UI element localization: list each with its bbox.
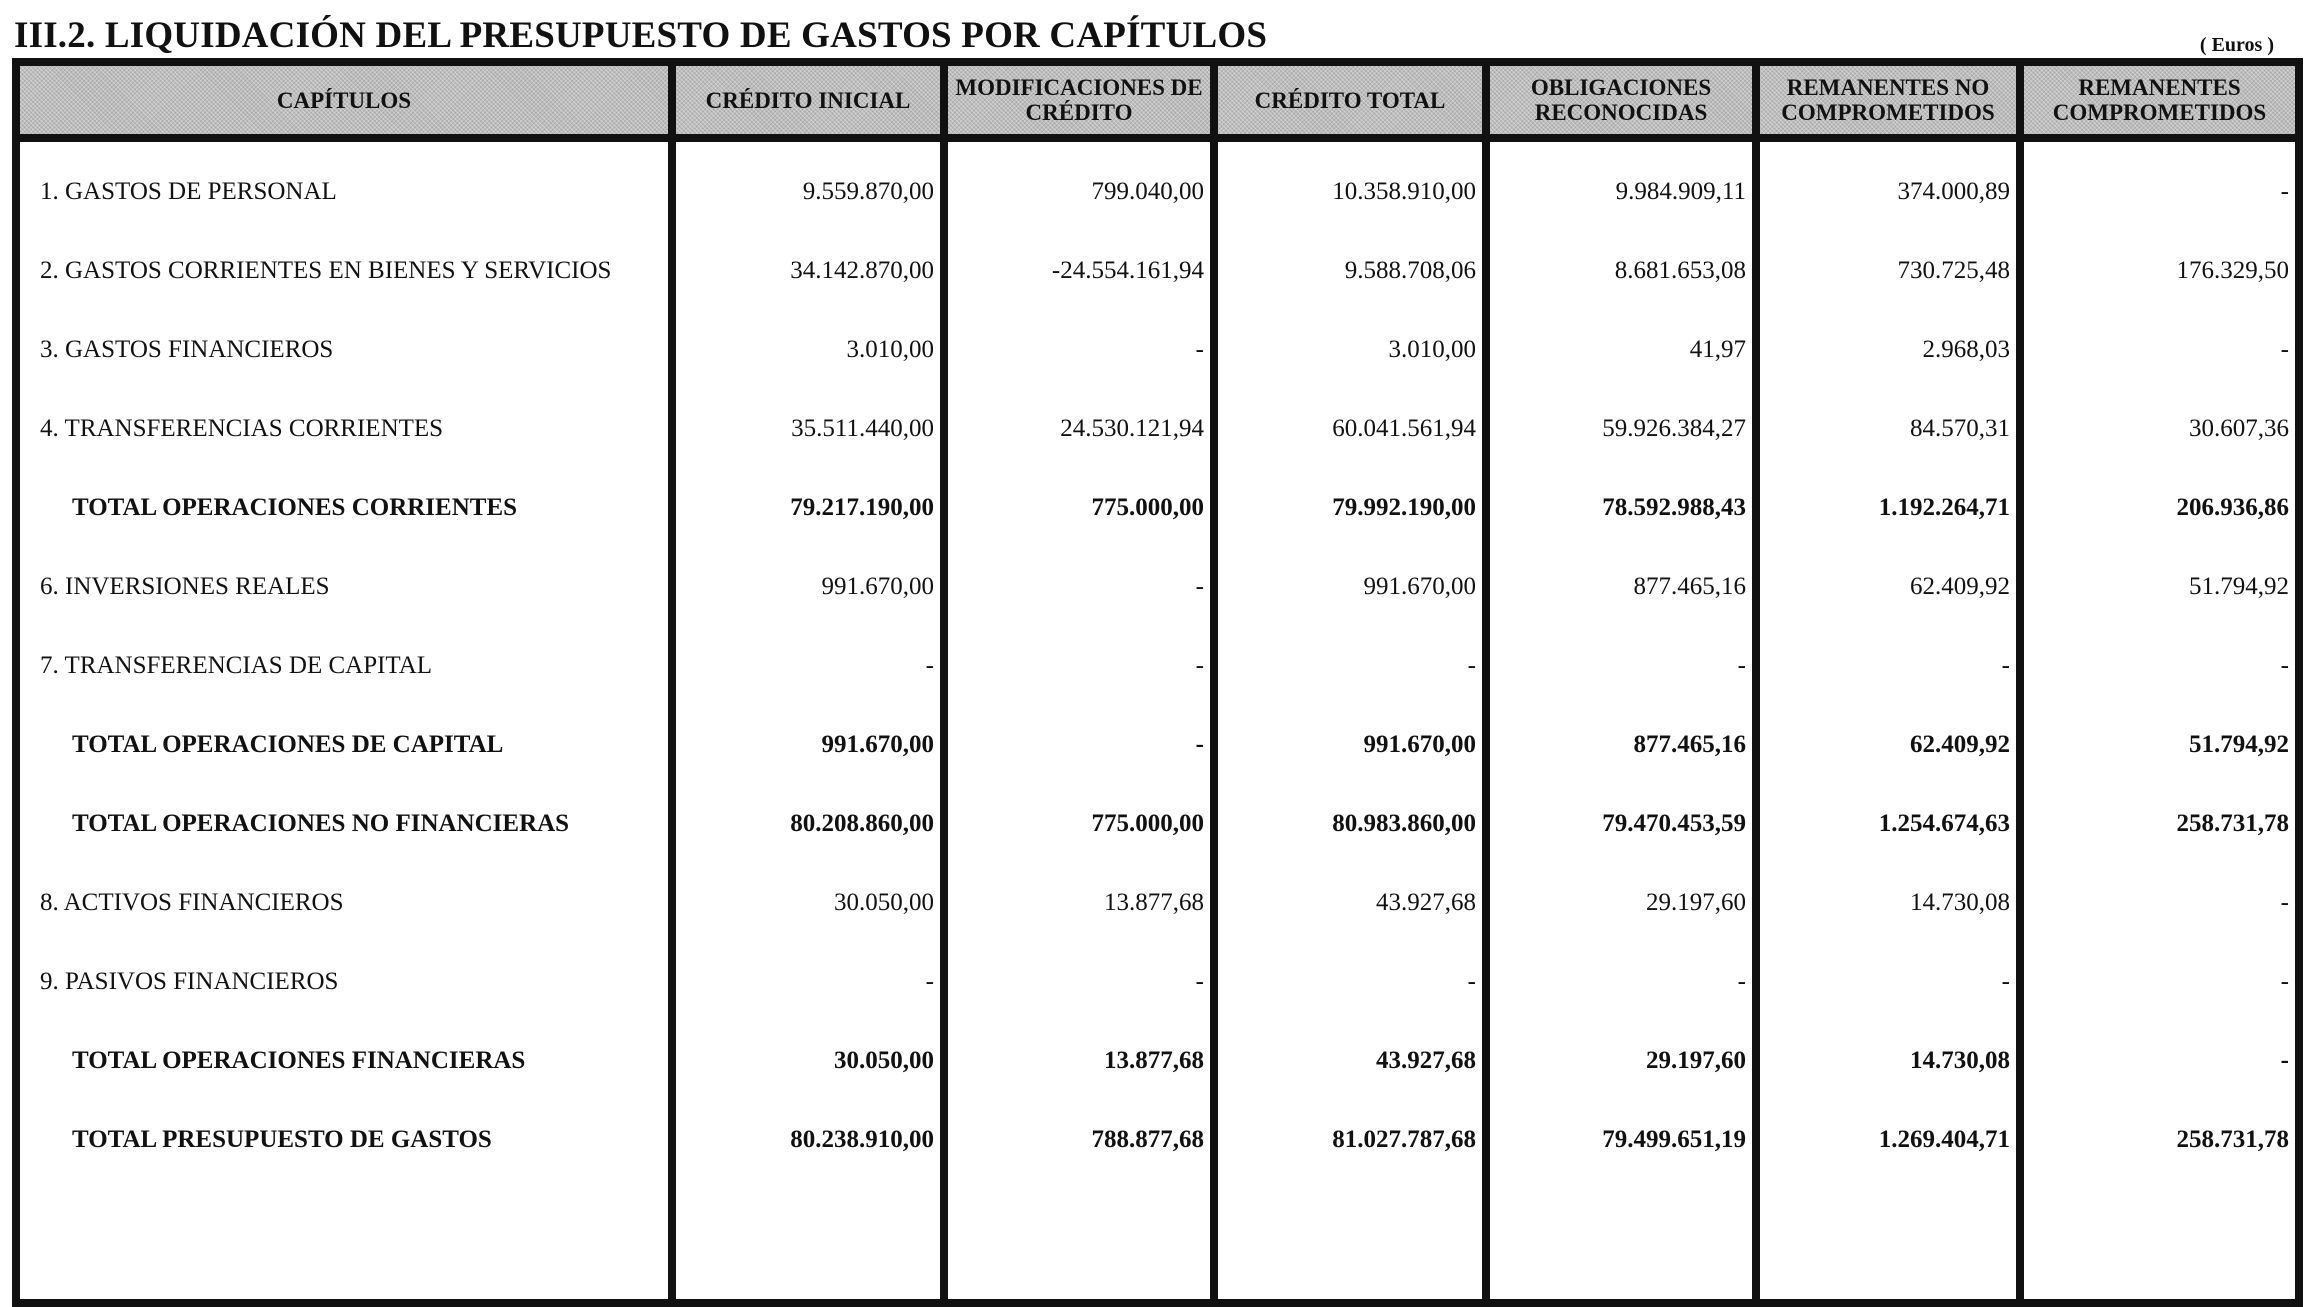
table-row <box>16 547 2299 626</box>
cell-credito-total: 991.670,00 <box>1214 547 1486 626</box>
cell-remanentes-comprometidos: 51.794,92 <box>2020 705 2299 784</box>
cell-credito-inicial: 3.010,00 <box>672 310 944 389</box>
cell-credito-total: 9.588.708,06 <box>1214 231 1486 310</box>
cell-remanentes-comprometidos: 176.329,50 <box>2020 231 2299 310</box>
cell-obligaciones: 29.197,60 <box>1486 863 1756 942</box>
cell-modificaciones: - <box>944 547 1214 626</box>
table-row <box>16 863 2299 942</box>
total-row <box>16 468 2299 547</box>
cell-modificaciones: - <box>944 310 1214 389</box>
cell-credito-total: - <box>1214 942 1486 1021</box>
cell-modificaciones: - <box>944 942 1214 1021</box>
page-title: III.2. LIQUIDACIÓN DEL PRESUPUESTO DE GASTOS POR CAPÍTULOS <box>14 15 1268 56</box>
cell-remanentes-comprometidos: - <box>2020 942 2299 1021</box>
cell-modificaciones: 788.877,68 <box>944 1100 1214 1179</box>
cell-remanentes-comprometidos: - <box>2020 310 2299 389</box>
cell-obligaciones: 41,97 <box>1486 310 1756 389</box>
budget-table <box>12 58 2303 1307</box>
column-header-capitulos: CAPÍTULOS <box>16 62 672 138</box>
cell-credito-inicial: 991.670,00 <box>672 547 944 626</box>
column-header-credito-inicial: CRÉDITO INICIAL <box>672 62 944 138</box>
empty-cell <box>1756 1179 2020 1303</box>
table-row <box>16 942 2299 1021</box>
cell-remanentes-comprometidos: - <box>2020 626 2299 705</box>
cell-remanentes-no-comprometidos: 1.192.264,71 <box>1756 468 2020 547</box>
cell-remanentes-no-comprometidos: 14.730,08 <box>1756 1021 2020 1100</box>
currency-units-label: ( Euros ) <box>2199 34 2274 56</box>
cell-credito-inicial: 30.050,00 <box>672 1021 944 1100</box>
cell-credito-total: 60.041.561,94 <box>1214 389 1486 468</box>
table-row <box>16 626 2299 705</box>
row-label: 4. TRANSFERENCIAS CORRIENTES <box>16 389 672 468</box>
empty-cell <box>672 1179 944 1303</box>
row-label: TOTAL OPERACIONES DE CAPITAL <box>16 705 672 784</box>
cell-remanentes-no-comprometidos: 62.409,92 <box>1756 547 2020 626</box>
cell-remanentes-comprometidos: - <box>2020 1021 2299 1100</box>
cell-credito-inicial: 991.670,00 <box>672 705 944 784</box>
cell-obligaciones: - <box>1486 942 1756 1021</box>
cell-modificaciones: 13.877,68 <box>944 1021 1214 1100</box>
cell-credito-total: 81.027.787,68 <box>1214 1100 1486 1179</box>
table-row <box>16 310 2299 389</box>
cell-remanentes-no-comprometidos: 62.409,92 <box>1756 705 2020 784</box>
empty-cell <box>1214 1179 1486 1303</box>
row-label: 3. GASTOS FINANCIEROS <box>16 310 672 389</box>
cell-credito-total: 3.010,00 <box>1214 310 1486 389</box>
cell-remanentes-comprometidos: 258.731,78 <box>2020 784 2299 863</box>
cell-credito-inicial: - <box>672 942 944 1021</box>
cell-credito-total: 80.983.860,00 <box>1214 784 1486 863</box>
cell-credito-inicial: 80.208.860,00 <box>672 784 944 863</box>
cell-credito-inicial: 79.217.190,00 <box>672 468 944 547</box>
row-label: TOTAL OPERACIONES FINANCIERAS <box>16 1021 672 1100</box>
cell-credito-inicial: 30.050,00 <box>672 863 944 942</box>
empty-cell <box>1486 1179 1756 1303</box>
cell-credito-total: 10.358.910,00 <box>1214 138 1486 231</box>
row-label: TOTAL OPERACIONES NO FINANCIERAS <box>16 784 672 863</box>
table-row <box>16 389 2299 468</box>
cell-modificaciones: -24.554.161,94 <box>944 231 1214 310</box>
cell-remanentes-no-comprometidos: 1.269.404,71 <box>1756 1100 2020 1179</box>
row-label: TOTAL OPERACIONES CORRIENTES <box>16 468 672 547</box>
column-header-remanentes-comprometidos: REMANENTES COMPROMETIDOS <box>2020 62 2299 138</box>
cell-modificaciones: 799.040,00 <box>944 138 1214 231</box>
total-row <box>16 1021 2299 1100</box>
row-label: 1. GASTOS DE PERSONAL <box>16 138 672 231</box>
empty-cell <box>2020 1179 2299 1303</box>
cell-remanentes-comprometidos: - <box>2020 863 2299 942</box>
cell-obligaciones: 79.499.651,19 <box>1486 1100 1756 1179</box>
cell-credito-inicial: 34.142.870,00 <box>672 231 944 310</box>
cell-remanentes-no-comprometidos: 84.570,31 <box>1756 389 2020 468</box>
cell-obligaciones: 59.926.384,27 <box>1486 389 1756 468</box>
cell-credito-total: 79.992.190,00 <box>1214 468 1486 547</box>
cell-remanentes-no-comprometidos: - <box>1756 942 2020 1021</box>
empty-cell <box>16 1179 672 1303</box>
cell-credito-inicial: 80.238.910,00 <box>672 1100 944 1179</box>
cell-remanentes-comprometidos: 206.936,86 <box>2020 468 2299 547</box>
column-header-remanentes-no-comprometidos: REMANENTES NO COMPROMETIDOS <box>1756 62 2020 138</box>
column-header-credito-total: CRÉDITO TOTAL <box>1214 62 1486 138</box>
column-header-obligaciones: OBLIGACIONES RECONOCIDAS <box>1486 62 1756 138</box>
cell-remanentes-no-comprometidos: 374.000,89 <box>1756 138 2020 231</box>
cell-remanentes-no-comprometidos: - <box>1756 626 2020 705</box>
table-row <box>16 231 2299 310</box>
cell-obligaciones: 29.197,60 <box>1486 1021 1756 1100</box>
cell-remanentes-no-comprometidos: 14.730,08 <box>1756 863 2020 942</box>
cell-obligaciones: 8.681.653,08 <box>1486 231 1756 310</box>
cell-remanentes-no-comprometidos: 730.725,48 <box>1756 231 2020 310</box>
cell-credito-inicial: 9.559.870,00 <box>672 138 944 231</box>
cell-obligaciones: 877.465,16 <box>1486 705 1756 784</box>
table-bottom-spacer <box>16 1179 2299 1303</box>
row-label: 2. GASTOS CORRIENTES EN BIENES Y SERVICIOS <box>16 231 672 310</box>
row-label: 8. ACTIVOS FINANCIEROS <box>16 863 672 942</box>
cell-remanentes-comprometidos: 51.794,92 <box>2020 547 2299 626</box>
cell-credito-total: 43.927,68 <box>1214 863 1486 942</box>
cell-credito-total: 43.927,68 <box>1214 1021 1486 1100</box>
row-label: 9. PASIVOS FINANCIEROS <box>16 942 672 1021</box>
cell-modificaciones: 775.000,00 <box>944 468 1214 547</box>
empty-cell <box>944 1179 1214 1303</box>
cell-obligaciones: 877.465,16 <box>1486 547 1756 626</box>
cell-remanentes-no-comprometidos: 1.254.674,63 <box>1756 784 2020 863</box>
cell-obligaciones: 79.470.453,59 <box>1486 784 1756 863</box>
cell-modificaciones: 13.877,68 <box>944 863 1214 942</box>
header-row <box>16 62 2299 138</box>
cell-remanentes-no-comprometidos: 2.968,03 <box>1756 310 2020 389</box>
cell-credito-inicial: - <box>672 626 944 705</box>
row-label: TOTAL PRESUPUESTO DE GASTOS <box>16 1100 672 1179</box>
cell-obligaciones: 9.984.909,11 <box>1486 138 1756 231</box>
cell-credito-total: 991.670,00 <box>1214 705 1486 784</box>
cell-modificaciones: - <box>944 626 1214 705</box>
cell-credito-total: - <box>1214 626 1486 705</box>
column-header-modificaciones: MODIFICACIONES DE CRÉDITO <box>944 62 1214 138</box>
row-label: 7. TRANSFERENCIAS DE CAPITAL <box>16 626 672 705</box>
cell-modificaciones: 775.000,00 <box>944 784 1214 863</box>
grand-total-row <box>16 1100 2299 1179</box>
total-row <box>16 784 2299 863</box>
total-row <box>16 705 2299 784</box>
cell-modificaciones: - <box>944 705 1214 784</box>
cell-remanentes-comprometidos: 258.731,78 <box>2020 1100 2299 1179</box>
cell-obligaciones: 78.592.988,43 <box>1486 468 1756 547</box>
cell-obligaciones: - <box>1486 626 1756 705</box>
row-label: 6. INVERSIONES REALES <box>16 547 672 626</box>
cell-credito-inicial: 35.511.440,00 <box>672 389 944 468</box>
cell-modificaciones: 24.530.121,94 <box>944 389 1214 468</box>
cell-remanentes-comprometidos: 30.607,36 <box>2020 389 2299 468</box>
table-row <box>16 138 2299 231</box>
cell-remanentes-comprometidos: - <box>2020 138 2299 231</box>
